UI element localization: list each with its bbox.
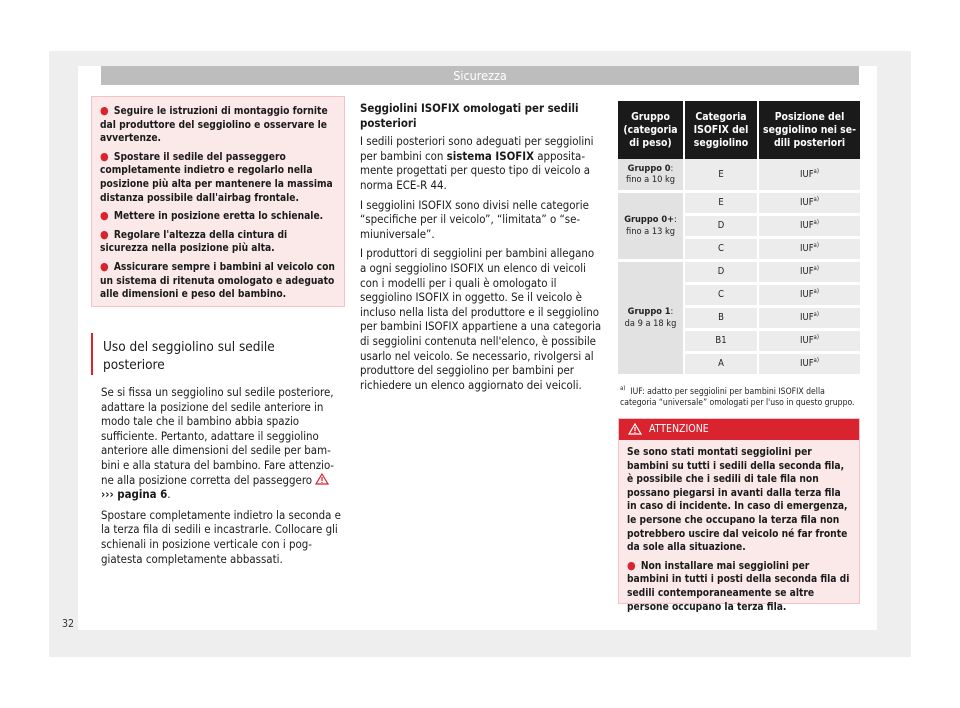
table-row (618, 191, 860, 214)
bullet-icon: ● (100, 149, 109, 163)
page-number: 32 (62, 618, 75, 630)
table-footnote: $^{a)}$ IUF: adatto per seggiolini per bambini ISOFIX della categoria “universale” omologati per l'uso in questo gruppo. (620, 385, 855, 408)
isofix-title: Seggiolini ISOFIX omologati per sedili posteriori (360, 101, 579, 130)
warning-triangle-icon (628, 423, 642, 435)
group-cell: Gruppo 1: da 9 a 18 kg (618, 260, 684, 375)
warning-item: ● Spostare il sedile del passeggero completamente indietro e regolarlo nella posizione più alta per mantenere la massima distanza possibile dall'airbag frontale. (100, 149, 333, 204)
bullet-icon: ● (100, 227, 109, 241)
warning-item: ● Assicurare sempre i bambini al veicolo con un sistema di ritenuta omologato e adeguato alle dimensioni e peso del bambino. (100, 259, 335, 301)
attention-paragraph: Se sono stati montati seggiolini per bambini su tutti i sedili della seconda fila, è possibile che i sedili di tale fila non possano piegarsi in avanti dalla terza fila in caso di incidente. In caso di emergenza, le persone che occupano la terza fila non potrebbero uscire dal veicolo né far fronte da sole alla situazione. (627, 447, 848, 554)
attention-header (619, 419, 859, 440)
category-cell: C (684, 237, 758, 260)
position-cell: IUF$^{a)}$ (758, 191, 860, 214)
bullet-icon: ● (627, 558, 636, 572)
warning-item: ● Seguire le istruzioni di montaggio fornite dal produttore del seggiolino e osservare le avvertenze. (100, 104, 328, 145)
section-paragraph: Spostare completamente indietro la seconda e la terza fila di sedili e incastrarle. Collocare gli schienali in posizione verticale con i poggiatesta completamente abbassati. (101, 507, 341, 566)
table-header-cell: Posizione del seggiolino nei sedili posteriori (758, 101, 860, 159)
category-cell: A (684, 352, 758, 375)
table-row (618, 260, 860, 283)
group-cell: Gruppo 0: fino a 10 kg (618, 159, 684, 191)
position-cell: IUF$^{a)}$ (758, 306, 860, 329)
category-cell: B1 (684, 329, 758, 352)
section-accent-bar (91, 333, 93, 375)
attention-item: ● Non installare mai seggiolini per bambini in tutti i posti della seconda fila di sedili contemporaneamente se altre persone occupano la terza fila. (627, 558, 850, 613)
isofix-paragraph: I sedili posteriori sono adeguati per seggiolini per bambini con sistema ISOFIX appositamente progettati per questo tipo di veicolo a norma ECE-R 44. (360, 134, 594, 192)
position-cell: IUF$^{a)}$ (758, 260, 860, 283)
position-cell: IUF$^{a)}$ (758, 237, 860, 260)
table-header-cell: Gruppo (categoria di peso) (618, 101, 684, 159)
warning-item: ● Mettere in posizione eretta lo schienale. (100, 209, 324, 223)
position-cell: IUF$^{a)}$ (758, 352, 860, 375)
warning-list-box (91, 96, 345, 307)
category-cell: D (684, 260, 758, 283)
table-header-row (618, 101, 860, 159)
isofix-paragraph: I seggiolini ISOFIX sono divisi nelle categorie “specifiche per il veicolo”, “limitata” o “semiuniversale”. (360, 197, 589, 241)
warning-triangle-icon (315, 473, 329, 485)
section-header: Sicurezza (101, 66, 859, 85)
bullet-icon: ● (100, 104, 109, 117)
category-cell: E (684, 159, 758, 191)
bullet-icon: ● (100, 209, 109, 223)
section-body (101, 385, 343, 572)
section-title: Uso del seggiolino sul sedile posteriore (103, 339, 275, 373)
isofix-section (360, 101, 602, 397)
attention-box (618, 418, 860, 613)
position-cell: IUF$^{a)}$ (758, 159, 860, 191)
page-reference-link[interactable]: ››› pagina 6 (101, 487, 168, 502)
category-cell: B (684, 306, 758, 329)
isofix-table (618, 101, 860, 377)
category-cell: C (684, 283, 758, 306)
category-cell: D (684, 214, 758, 237)
category-cell: E (684, 191, 758, 214)
table-row (618, 159, 860, 191)
isofix-paragraph: I produttori di seggiolini per bambini allegano a ogni seggiolino ISOFIX un elenco di veicoli con i modelli per i quali è omologato il seggiolino ISOFIX in oggetto. Se il veicolo è incluso nella lista del produttore e il seggiolino per bambini ISOFIX appartiene a una categoria di seggiolini contenuta nell'elenco, è possibile usarlo nel veicolo. Se necessario, rivolgersi al produttore del seggiolino per bambini per richiedere un elenco aggiornato dei veicoli. (360, 246, 602, 392)
position-cell: IUF$^{a)}$ (758, 214, 860, 237)
attention-body (619, 440, 859, 614)
section-paragraph: Se si fissa un seggiolino sul sedile posteriore, adattare la posizione del sedile anteriore in modo tale che il bambino abbia spazio sufficiente. Pertanto, adattare il seggiolino anteriore alle dimensioni del sedile per bambini e alla statura del bambino. Fare attenzione alla posizione corretta del passeggero ››› pagina 6. (101, 385, 334, 502)
warning-item: ● Regolare l'altezza della cintura di sicurezza nella posizione più alta. (100, 227, 288, 255)
table-header-cell: Categoria ISOFIX del seggiolino (684, 101, 758, 159)
position-cell: IUF$^{a)}$ (758, 329, 860, 352)
group-cell: Gruppo 0+: fino a 13 kg (618, 191, 684, 260)
position-cell: IUF$^{a)}$ (758, 283, 860, 306)
attention-label: ATTENZIONE (649, 423, 709, 435)
bullet-icon: ● (100, 259, 109, 273)
